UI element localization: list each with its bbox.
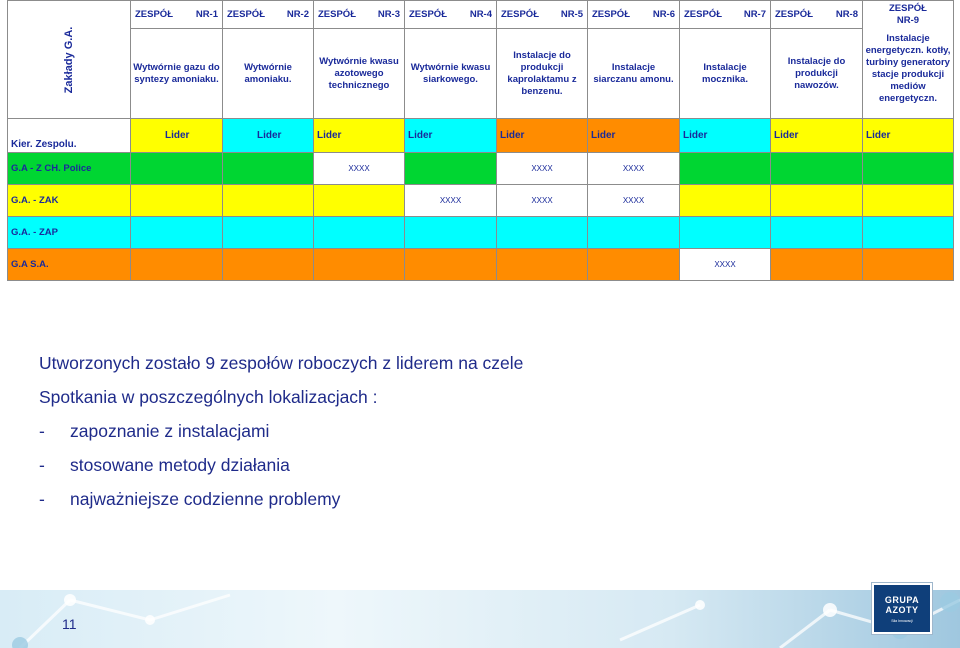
site-cell <box>588 217 680 249</box>
team-header <box>131 1 223 29</box>
site-cell <box>405 249 497 281</box>
team-name: ZESPÓŁ <box>227 9 266 20</box>
bullet-text: najważniejsze codzienne problemy <box>70 489 341 509</box>
team-number: NR-5 <box>560 9 583 20</box>
site-cell: XXXX <box>497 153 588 185</box>
team-name: ZESPÓŁ <box>501 9 540 20</box>
team-header-9 <box>863 1 954 119</box>
site-cell <box>680 185 771 217</box>
team-number: NR-6 <box>652 9 675 20</box>
bullet-text: stosowane metody działania <box>70 455 290 475</box>
team-name: ZESPÓŁ <box>775 9 814 20</box>
site-cell <box>131 249 223 281</box>
grupa-azoty-logo <box>872 583 932 634</box>
site-cell <box>497 249 588 281</box>
site-cell <box>588 249 680 281</box>
team-name: ZESPÓŁ <box>318 9 357 20</box>
team-number: NR-2 <box>286 9 309 20</box>
leader-cell: Lider <box>588 119 680 153</box>
page-number: 11 <box>62 616 77 632</box>
site-cell <box>771 217 863 249</box>
team-name: ZESPÓŁ <box>684 9 723 20</box>
corner-cell <box>8 1 131 119</box>
team-desc: Wytwórnie amoniaku. <box>223 29 314 119</box>
team-header <box>405 1 497 29</box>
team-header <box>314 1 405 29</box>
team-number: NR-8 <box>835 9 858 20</box>
site-cell: XXXX <box>588 185 680 217</box>
bullet-dash: - <box>39 421 45 441</box>
site-cell <box>771 185 863 217</box>
team-description-row <box>8 29 954 119</box>
team-name: ZESPÓŁ <box>888 3 927 14</box>
site-cell <box>223 153 314 185</box>
corner-label: Zakłady G.A. <box>63 26 75 93</box>
bullet-item <box>39 482 523 516</box>
team-header <box>588 1 680 29</box>
team-9-title <box>863 1 953 27</box>
site-cell <box>771 153 863 185</box>
team-name: ZESPÓŁ <box>135 9 174 20</box>
team-number: NR-9 <box>896 15 920 26</box>
site-row-sa <box>8 249 954 281</box>
team-desc: Instalacje siarczanu amonu. <box>588 29 680 119</box>
bullet-item <box>39 414 523 448</box>
bullet-dash: - <box>39 455 45 475</box>
logo-line: AZOTY <box>885 605 919 615</box>
site-cell <box>680 217 771 249</box>
team-desc: Instalacje do produkcji kaprolaktamu z benzenu. <box>497 29 588 119</box>
site-cell <box>131 217 223 249</box>
site-cell <box>863 185 954 217</box>
team-number: NR-3 <box>377 9 400 20</box>
kier-label: Kier. Zespolu. <box>8 119 131 153</box>
site-cell: XXXX <box>680 249 771 281</box>
bullet-dash: - <box>39 489 45 509</box>
site-cell <box>863 249 954 281</box>
team-desc: Instalacje do produkcji nawozów. <box>771 29 863 119</box>
team-header <box>223 1 314 29</box>
site-cell: XXXX <box>497 185 588 217</box>
team-desc: Instalacje energetyczn. kotły, turbiny generatory stacje produkcji mediów energetyczn. <box>865 33 951 104</box>
site-cell <box>771 249 863 281</box>
team-name: ZESPÓŁ <box>409 9 448 20</box>
site-cell: XXXX <box>405 185 497 217</box>
site-label: G.A. - ZAK <box>8 185 131 217</box>
teams-table <box>7 0 954 281</box>
site-cell <box>131 185 223 217</box>
team-number: NR-7 <box>743 9 766 20</box>
site-cell <box>680 153 771 185</box>
slide-body-text <box>39 346 523 516</box>
team-header <box>497 1 588 29</box>
team-desc: Wytwórnie kwasu azotowego technicznego <box>314 29 405 119</box>
site-cell: XXXX <box>314 153 405 185</box>
leader-cell: Lider <box>497 119 588 153</box>
leader-cell: Lider <box>405 119 497 153</box>
team-name: ZESPÓŁ <box>592 9 631 20</box>
logo-tagline: Siła Innowacji <box>891 619 913 623</box>
team-header <box>680 1 771 29</box>
leader-cell: Lider <box>314 119 405 153</box>
team-desc: Wytwórnie gazu do syntezy amoniaku. <box>131 29 223 119</box>
site-cell <box>223 217 314 249</box>
site-cell <box>863 217 954 249</box>
site-cell <box>314 217 405 249</box>
footer-band <box>0 590 960 648</box>
leader-cell: Lider <box>223 119 314 153</box>
body-line: Spotkania w poszczególnych lokalizacjach : <box>39 387 378 407</box>
logo-line: GRUPA <box>884 595 920 605</box>
site-cell <box>223 185 314 217</box>
leader-cell: Lider <box>131 119 223 153</box>
leader-row <box>8 119 954 153</box>
team-desc: Wytwórnie kwasu siarkowego. <box>405 29 497 119</box>
site-cell <box>405 217 497 249</box>
site-row-police <box>8 153 954 185</box>
leader-cell: Lider <box>771 119 863 153</box>
site-cell <box>314 249 405 281</box>
site-label: G.A S.A. <box>8 249 131 281</box>
body-line: Utworzonych zostało 9 zespołów roboczych z liderem na czele <box>39 353 524 373</box>
site-cell <box>223 249 314 281</box>
team-number: NR-4 <box>469 9 492 20</box>
leader-cell: Lider <box>863 119 954 153</box>
team-header <box>771 1 863 29</box>
team-number: NR-1 <box>195 9 218 20</box>
site-cell <box>497 217 588 249</box>
site-cell <box>863 153 954 185</box>
site-label: G.A - Z CH. Police <box>8 153 131 185</box>
site-cell <box>405 153 497 185</box>
site-label: G.A. - ZAP <box>8 217 131 249</box>
bullet-item <box>39 448 523 482</box>
site-row-zap <box>8 217 954 249</box>
team-desc: Instalacje mocznika. <box>680 29 771 119</box>
site-cell: XXXX <box>588 153 680 185</box>
bullet-text: zapoznanie z instalacjami <box>70 421 270 441</box>
leader-cell: Lider <box>680 119 771 153</box>
molecule-decoration <box>0 590 960 648</box>
site-cell <box>131 153 223 185</box>
site-cell <box>314 185 405 217</box>
site-row-zak <box>8 185 954 217</box>
team-header-row <box>8 1 954 29</box>
